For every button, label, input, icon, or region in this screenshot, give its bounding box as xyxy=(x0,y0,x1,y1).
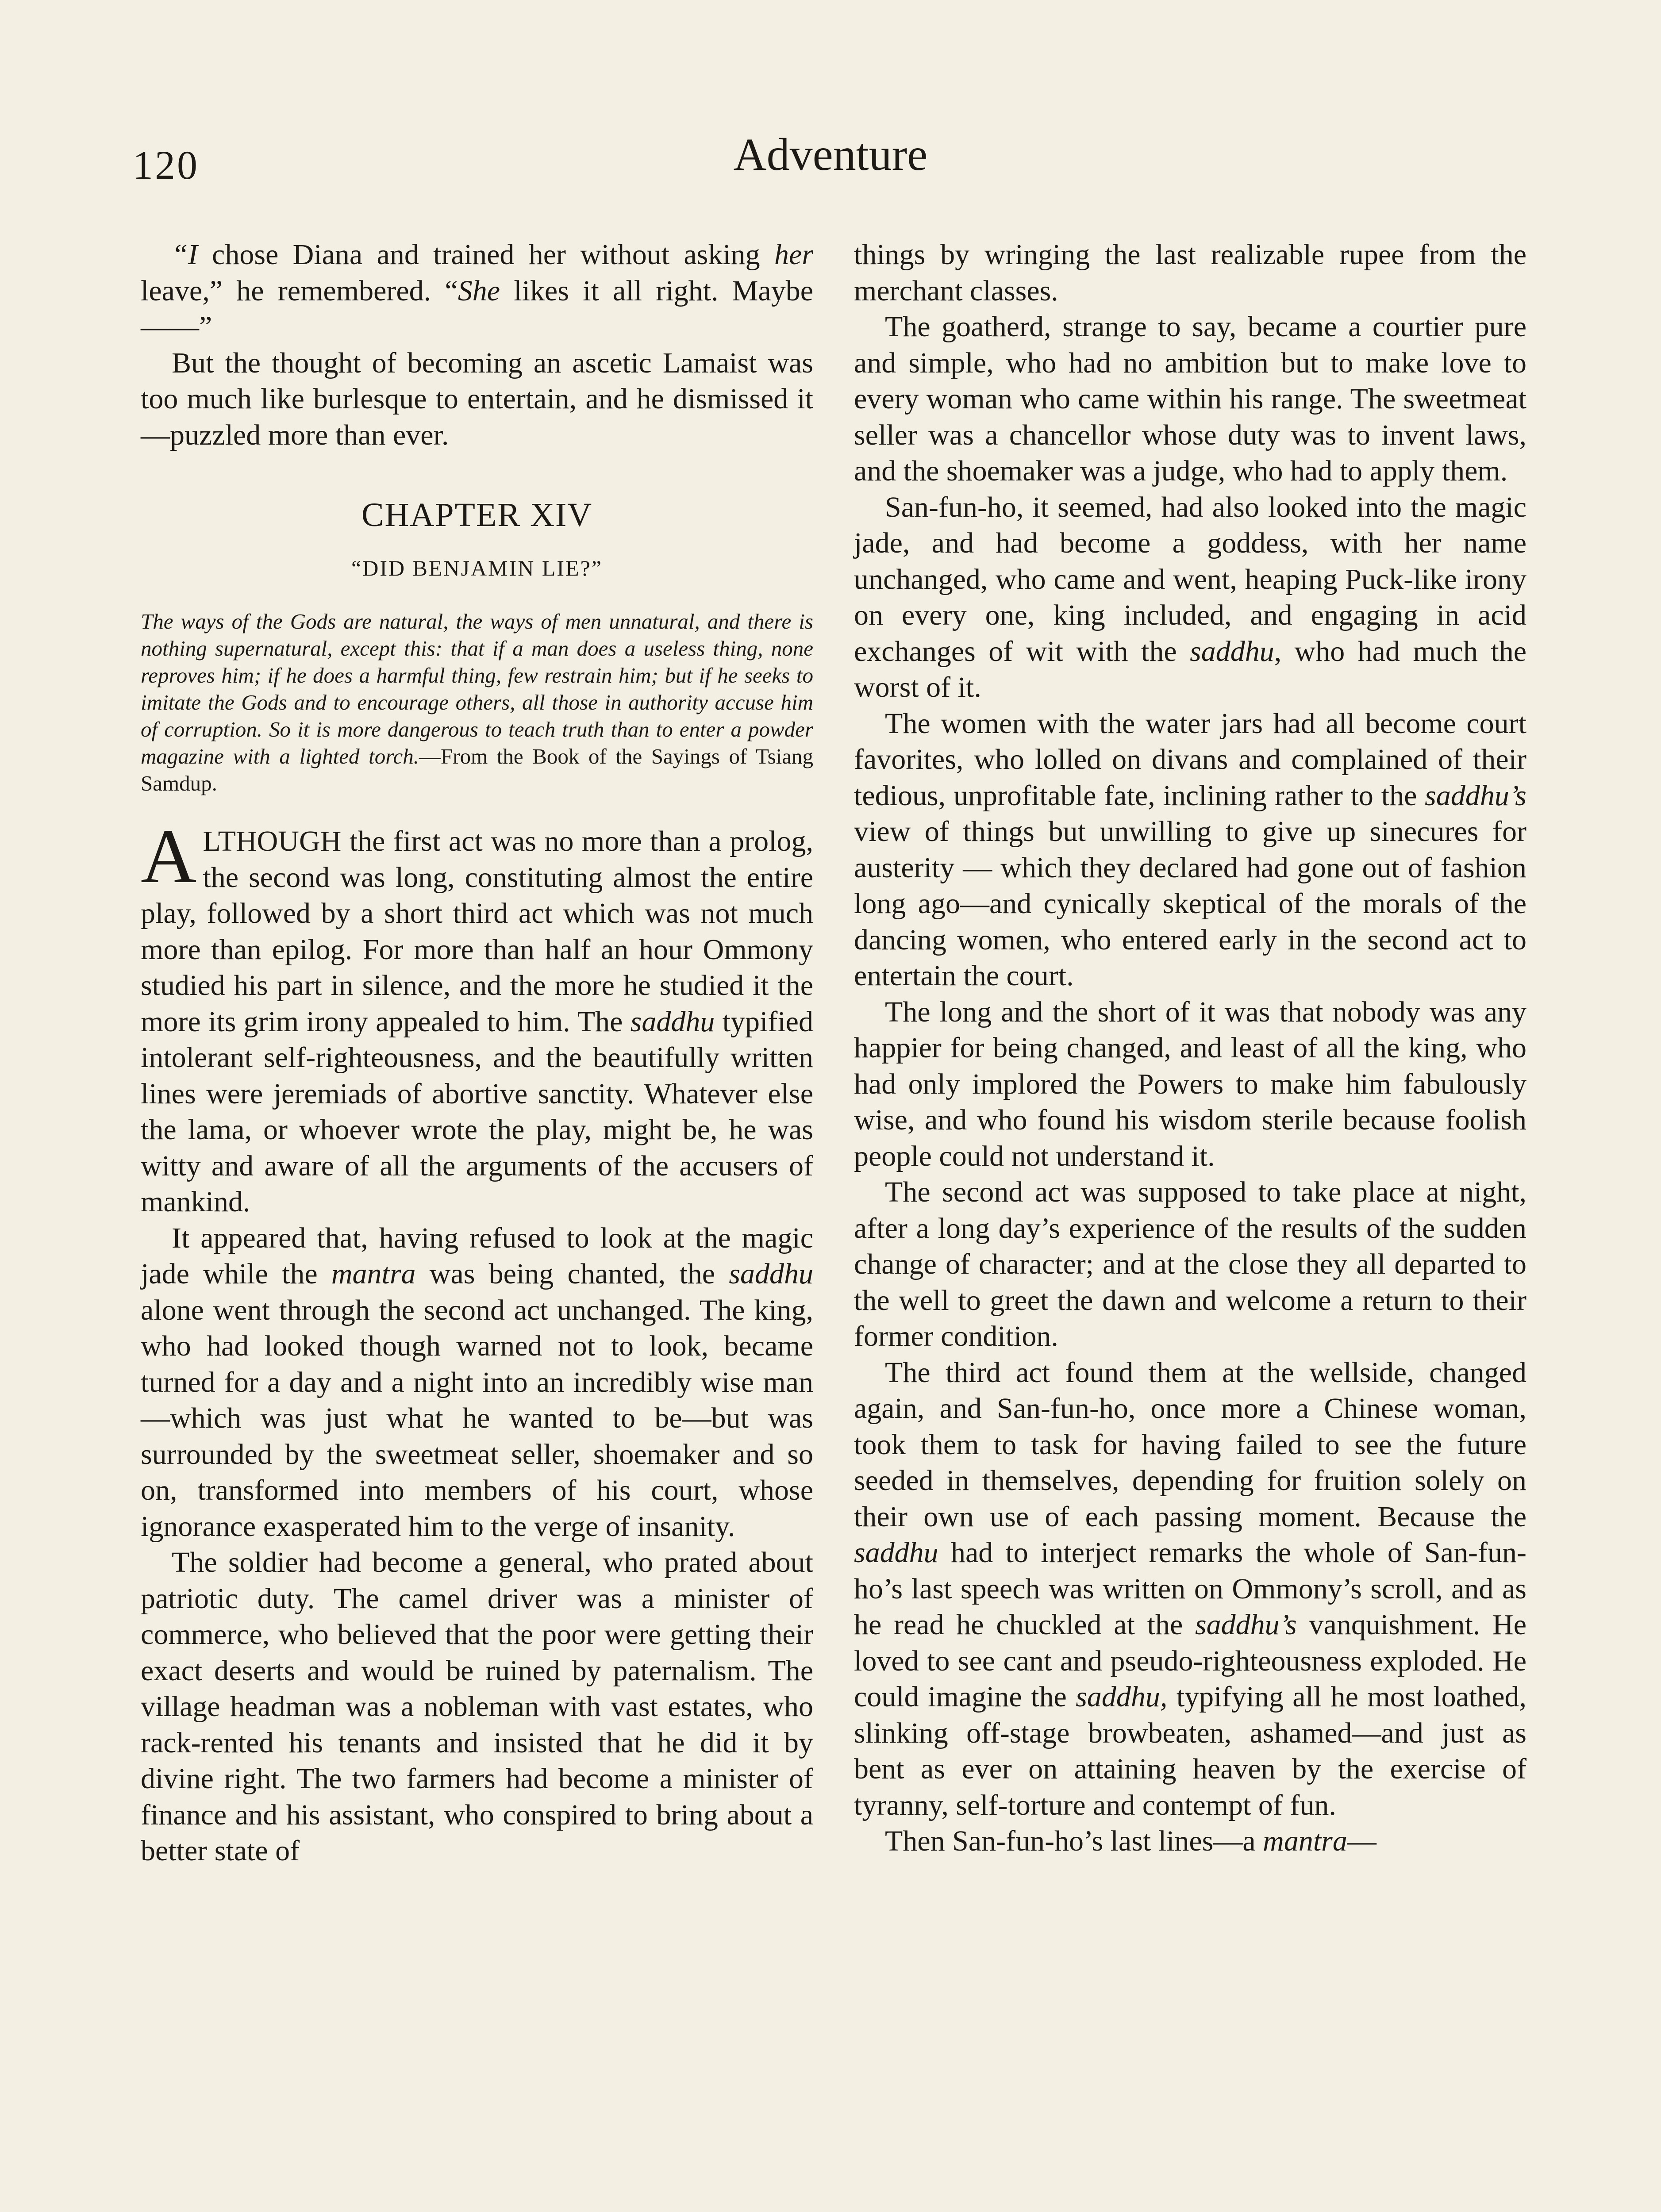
paragraph: But the thought of becoming an ascetic Lamaist was too much like burlesque to entertain, and he dismissed it—puzzled more than ever. xyxy=(141,346,813,451)
drop-cap: A xyxy=(141,813,197,899)
paragraph: It appeared that, having refused to look at the magic jade while the mantra was being chanted, the saddhu alone went through the second act unchanged. The king, who had looked though warned not to look, became turned for a day and a night into an incredibly wise man—which was just what he wanted to be—but was surrounded by the sweetmeat seller, shoemaker and so on, transformed into members of his court, whose ignorance exasperated him to the verge of insanity. xyxy=(141,1221,814,1543)
page-header xyxy=(0,128,1661,208)
running-title: Adventure xyxy=(733,129,928,180)
epigraph-text: The ways of the Gods are natural, the ways of men unnatural, and there is nothing supernatural, except this: that if a man does a useless thing, none reproves him; if he does a harmful thing, few restrain him; but if he seeks to imitate the Gods and to encourage others, all those in authority accuse him of corruption. So it is more dangerous to teach truth than to enter a powder magazine with a lighted torch. xyxy=(141,609,813,768)
epigraph-source: —From the Book of the Sayings of Tsiang Samdup. xyxy=(141,744,813,795)
right-column xyxy=(854,237,1526,1859)
epigraph xyxy=(141,608,813,797)
paragraph: “I chose Diana and trained her without asking her leave,” he remembered. “She likes it all right. Maybe——” xyxy=(141,238,813,343)
paragraph: Then San-fun-ho’s last lines—a mantra— xyxy=(885,1825,1376,1857)
paragraph: The goatherd, strange to say, became a courtier pure and simple, who had no ambition but to make love to every woman who came within his range. The sweetmeat seller was a chancellor whose duty was to invent laws, and the shoemaker was a judge, who had to apply them. xyxy=(854,311,1526,487)
paragraph: things by wringing the last realizable rupee from the merchant classes. xyxy=(854,238,1526,307)
paragraph: The long and the short of it was that nobody was any happier for being changed, and least of all the king, who had only implored the Powers to make him fabulously wise, and who found his wisdom sterile because foolish people could not understand it. xyxy=(854,995,1526,1172)
paragraph: The third act found them at the wellside, changed again, and San-fun-ho, once more a Chinese woman, took them to task for having failed to see the future seeded in themselves, depending for fruition solely on their own use of each passing moment. Because the saddhu had to interject remarks the whole of San-fun-ho’s last speech was written on Ommony’s scroll, and as he read he chuckled at the saddhu’s vanquishment. He loved to see cant and pseudo-righteousness exploded. He could imagine the saddhu, typifying all he most loathed, slinking off-stage browbeaten, ashamed—and just as bent as ever on attaining heaven by the exercise of tyranny, self-torture and contempt of fun. xyxy=(854,1356,1526,1821)
paragraph: San-fun-ho, it seemed, had also looked into the magic jade, and had become a goddess, with her name unchanged, who came and went, heaping Puck-like irony on every one, king included, and engaging in acid exchanges of wit with the saddhu, who had much the worst of it. xyxy=(854,491,1526,703)
paragraph: The women with the water jars had all become court favorites, who lolled on divans and complained of their tedious, unprofitable fate, inclining rather to the saddhu’s view of things but unwilling to give up sinecures for austerity — which they declared had gone out of fashion long ago—and cynically skeptical of the morals of the dancing women, who entered early in the second act to entertain the court. xyxy=(854,707,1526,992)
paragraph: ALTHOUGH the first act was no more than a prolog, the second was long, constituting almost the entire play, followed by a short third act which was not much more than epilog. For more than half an hour Ommony studied his part in silence, and the more he studied it the more its grim irony appealed to him. The saddhu typified intolerant self-righteousness, and the beautifully written lines were jeremiads of abortive sanctity. Whatever else the lama, or whoever wrote the play, might be, he was witty and aware of all the arguments of the accusers of mankind. xyxy=(141,813,813,1218)
page-number: 120 xyxy=(133,142,199,188)
left-column xyxy=(141,237,813,1869)
chapter-subtitle: “DID BENJAMIN LIE?” xyxy=(351,556,603,580)
chapter-title: CHAPTER XIV xyxy=(361,496,593,534)
paragraph: The second act was supposed to take place at night, after a long day’s experience of the results of the sudden change of character; and at the close they all departed to the well to greet the dawn and welcome a return to their former condition. xyxy=(854,1176,1526,1352)
paragraph: The soldier had become a general, who prated about patriotic duty. The camel driver was a minister of commerce, who believed that the poor were getting their exact deserts and would be ruined by paternalism. The village headman was a nobleman with vast estates, who rack-rented his tenants and insisted that he did it by divine right. The two farmers had become a minister of finance and his assistant, who conspired to bring about a better state of xyxy=(141,1546,813,1867)
